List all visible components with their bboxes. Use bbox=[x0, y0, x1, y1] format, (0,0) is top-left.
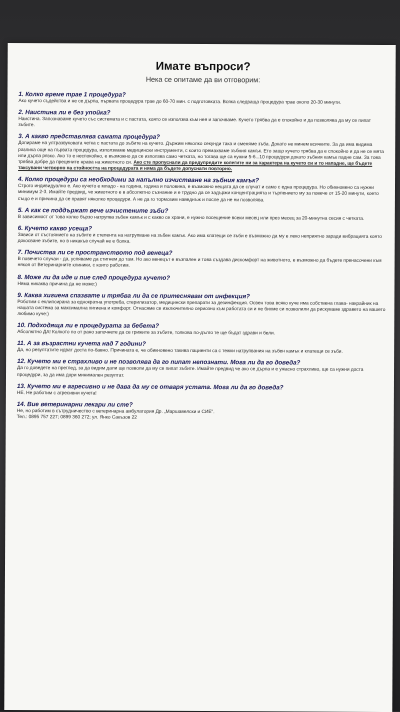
faq-answer: Няма никаква причина да не може:) bbox=[17, 281, 97, 287]
faq-item-5 bbox=[18, 207, 387, 223]
faq-answer: В повечето случаи - да, успяваме да стигнем до там. Но ако венецът е възпален и това създава дискомфорт на животното, е възможно да бъдете пренасочени към някоя от Ветеринарните клиники, с които работим. bbox=[17, 257, 382, 269]
faq-sheet bbox=[4, 43, 395, 712]
faq-answer: Да го доведете на преглед, за да видим дали ще позволи да му се пипат зъбите. Имайте предвид че ако се дърпа и е ужасно страхливо, ще са нужни доста процедури, за да има дори минимален резултат. bbox=[16, 366, 364, 379]
contact-info: Тел.: 0895 757 227; 0899 360 272; ул. Янко Сакъзов 22 bbox=[16, 415, 137, 421]
faq-answer bbox=[18, 142, 387, 175]
faq-answer: В зависимост от това колко бързо натрупва зъбен камък и с какво се храни, е нужно посещение всеки месец или през месец за 20-минутна сесия с четката. bbox=[17, 214, 365, 222]
faq-answer: Да, но резултатите идват доста по-бавно. Причината е, че обикновено такива пациенти са с тежки натрупвания на зъбен камък и клатещи се зъби. bbox=[17, 348, 343, 356]
faq-question: 9. Каква хигиена спазвате и трябва ли да се притеснявам от инфекция? bbox=[17, 291, 250, 300]
faq-item-10 bbox=[17, 322, 386, 338]
faq-question: 1. Колко време трае 1 процедура? bbox=[18, 91, 126, 99]
faq-answer: Наистина. Запознаваме кучето със системата и с пастата, която се използва към нея и започваме. Кучето трябва да е спокойно и да позволява да му се пипат зъбите. bbox=[18, 117, 371, 129]
faq-item-8 bbox=[17, 274, 386, 290]
faq-answer: Ако кучето съдейства и не се дърпа, първата процедура трае до 60-70 мин. с подготовката. Всяка следваща процедура трае около 20-30 минути. bbox=[18, 99, 342, 106]
faq-answer: Не, но работим в сътрудничество с ветеринарна амбулатория Др. „Маршавелски и СИЕ". bbox=[16, 408, 215, 415]
faq-item-1 bbox=[18, 91, 387, 107]
faq-answer-text: Допираме на ултразвуковата четка с пастата до зъбите на кучето. Държим няколко секунди така и сменяме зъба. Докато не минем всичките. За да има видима разлика още на първата процедура, използваме медицински инструменти, с които премахваме зъбния камък. Ето защо кучето трябва да е спокойно и да не се мята или дърпа рязко. Ако то е неспокойно, е възможно да се използва само четката, но тогава ще са нужни 5-6...10 процедури докато зъбния камък падне сам. За това трябва добре да прецените нрава на животното си. bbox=[18, 141, 384, 166]
faq-answer: НЕ. Не работим с агресивни кучета! bbox=[16, 390, 97, 397]
faq-question: 10. Подходяща ли е процедурата за бебета? bbox=[17, 322, 160, 330]
faq-question: 11. А за възрастни кучета над 7 години? bbox=[17, 340, 146, 348]
page-title: Имате въпроси? bbox=[155, 60, 251, 74]
faq-item-14 bbox=[17, 401, 386, 423]
faq-item-2 bbox=[18, 109, 387, 131]
faq-answer: Роботим с еклипсирана за еднократна употреба, стерилизатор, медицински препарати за дезинфекция. Освен това всяко куче има собствена глава- накрайник на нашата система за максимална хигиена и комфорт. Отнасяме се изключително сериозно към работата си и не бихме си позволили да рискуваме здравето на вашето любимо куче:) bbox=[17, 299, 386, 318]
faq-item-11 bbox=[17, 340, 386, 356]
faq-warning-text: Ако сте пропуснали да предупредите колегите ни за характера на кучето си и то нападне, ще бъдете таксувани четворно на стойността на процедурата и няма да бъдете допуснати повторно. bbox=[18, 160, 373, 173]
faq-item-7 bbox=[18, 249, 387, 271]
faq-question: 8. Може ли да иде и пие след процедура кучето? bbox=[17, 273, 171, 282]
faq-item-4 bbox=[18, 176, 387, 204]
faq-question: 2. Наистина ли е без упойка? bbox=[18, 109, 111, 117]
faq-question: 4. Колко процедури са необходими за напълно изчистване на зъбния камък? bbox=[18, 176, 260, 185]
page-subtitle: Нека се опитаме да ви отговорим: bbox=[145, 74, 261, 85]
faq-item-6 bbox=[18, 225, 387, 247]
faq-question: 3. А какво представлява самата процедура? bbox=[18, 133, 160, 142]
faq-question: 7. Почиства ли се пространството под венеца? bbox=[17, 249, 173, 258]
faq-question: 12. Кучето ми е страхливо и не позволява да го пипат непознати. Мога ли да го доведа? bbox=[17, 358, 301, 367]
faq-answer: Зависи от състоянието на зъбите и степента на натрупване на зъбен камък. Ако има клатещи се зъби е възможно да му е леко неприятно заради вибрацията която докосване зъбите, но в никакъв случай не е болка. bbox=[17, 232, 382, 245]
faq-item-9 bbox=[17, 292, 386, 320]
faq-item-3 bbox=[18, 134, 387, 175]
faq-question: 6. Кучето какво усеща? bbox=[17, 224, 93, 233]
faq-answer: Строго индивидуално е. Ако кучето е младо - на година, година и половина, е възможно нещата да се случат и само с една процедура. Но обикновено са нужни минимум 2-3. Имайте предвид, че животното е в абсолютно съзнание и е трудно да се задържи концентрацията и търпението му за повече от 15-20 минути, което също е и причина да се правят няколко процедури. А не да го тормозим наведнъж и после да не ни позволява. bbox=[17, 184, 379, 203]
faq-item-13 bbox=[17, 383, 386, 399]
faq-item-12 bbox=[17, 358, 386, 380]
faq-question: 5. А как се поддържат вече изчистените зъби? bbox=[17, 206, 169, 215]
faq-question: 13. Кучето ми е агресивно и не дава да му се отваря устата. Мога ли да го доведа? bbox=[16, 382, 284, 392]
faq-answer: Абсолютно ДА! Колкото по от рано започнете да се грижите за зъбите, толкова по-дълго те ще бъдат здрави и бели. bbox=[17, 330, 276, 337]
faq-question: 14. Вие ветеринарни лекари ли сте? bbox=[16, 400, 133, 409]
